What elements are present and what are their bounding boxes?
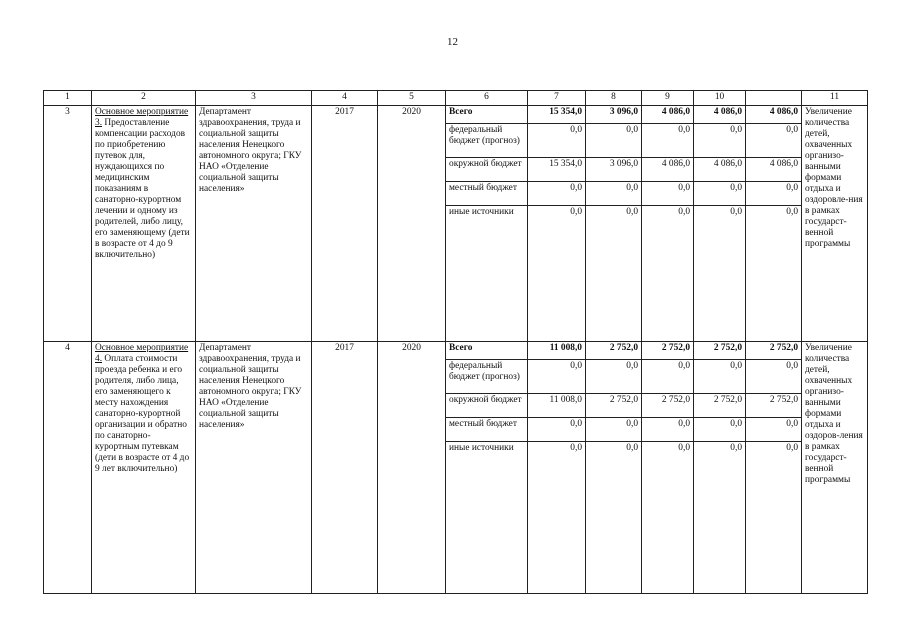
funding-value-cell: 2 752,0 — [642, 394, 694, 418]
page-number: 12 — [447, 36, 458, 48]
funding-value-cell: 0,0 — [642, 124, 694, 158]
funding-value-cell: 11 008,0 — [528, 394, 586, 418]
funding-value-cell: 0,0 — [694, 124, 746, 158]
funding-value-cell: 0,0 — [642, 442, 694, 594]
funding-value-cell: 2 752,0 — [642, 342, 694, 360]
funding-value-cell: 2 752,0 — [586, 342, 642, 360]
header-cell: 5 — [378, 91, 446, 106]
funding-value-cell: 15 354,0 — [528, 106, 586, 124]
header-cell: 1 — [44, 91, 92, 106]
measure-title: Основное мероприятие 4. — [95, 343, 189, 364]
start-year-cell: 2017 — [312, 106, 378, 342]
funding-value-cell: 0,0 — [694, 360, 746, 394]
header-cell: 2 — [92, 91, 196, 106]
funding-value-cell: 4 086,0 — [746, 106, 802, 124]
funding-source-label: иные источники — [446, 206, 528, 342]
funding-value-cell: 0,0 — [528, 206, 586, 342]
measure-name-cell — [92, 106, 196, 342]
funding-value-cell: 4 086,0 — [642, 158, 694, 182]
funding-value-cell: 0,0 — [642, 206, 694, 342]
header-cell: 4 — [312, 91, 378, 106]
funding-value-cell: 0,0 — [586, 182, 642, 206]
measure-name-cell — [92, 342, 196, 594]
funding-value-cell: 0,0 — [642, 360, 694, 394]
funding-value-cell: 2 752,0 — [746, 394, 802, 418]
funding-value-cell: 0,0 — [528, 418, 586, 442]
row-number-cell: 4 — [44, 342, 92, 594]
funding-source-label: федеральный бюджет (прогноз) — [446, 124, 528, 158]
funding-value-cell: 0,0 — [528, 124, 586, 158]
funding-value-cell: 4 086,0 — [694, 106, 746, 124]
measure-description: Предоставление компенсации расходов по приобретению путевок для, нуждающихся по медицинским показаниям в санаторно-курортном лечении и одному из родителей, либо лицу, его заменяющему (дети в возрасте от 4 до 9 включительно) — [95, 118, 190, 260]
funding-value-cell: 0,0 — [586, 418, 642, 442]
funding-source-label: окружной бюджет — [446, 158, 528, 182]
funding-value-cell: 0,0 — [586, 124, 642, 158]
header-cell: 7 — [528, 91, 586, 106]
funding-value-cell: 0,0 — [586, 206, 642, 342]
expected-result-cell: Увеличение количества детей, охваченных организо-ванными формами отдыха и оздоровле-ния в рамках государст-венной программы — [802, 106, 868, 342]
funding-source-label: иные источники — [446, 442, 528, 594]
row-number-cell: 3 — [44, 106, 92, 342]
funding-value-cell: 0,0 — [528, 360, 586, 394]
funding-source-label: окружной бюджет — [446, 394, 528, 418]
funding-value-cell: 0,0 — [694, 206, 746, 342]
funding-source-label: местный бюджет — [446, 182, 528, 206]
funding-value-cell: 4 086,0 — [746, 158, 802, 182]
funding-value-cell: 2 752,0 — [694, 394, 746, 418]
funding-value-cell: 2 752,0 — [746, 342, 802, 360]
funding-value-cell: 0,0 — [746, 124, 802, 158]
funding-value-cell: 0,0 — [746, 206, 802, 342]
funding-value-cell: 0,0 — [746, 360, 802, 394]
header-cell: 9 — [642, 91, 694, 106]
funding-value-cell: 3 096,0 — [586, 158, 642, 182]
header-cell: 8 — [586, 91, 642, 106]
funding-value-cell: 0,0 — [694, 418, 746, 442]
measure-title: Основное мероприятие 3. — [95, 107, 189, 128]
funding-value-cell: 0,0 — [586, 442, 642, 594]
measure-description: Оплата стоимости проезда ребенка и его родителя, либо лица, его заменяющего к месту нахождения санаторно-курортной организации и обратно по санаторно-курортным путевкам (дети в возрасте от 4 до 9 лет включительно) — [95, 354, 190, 474]
funding-value-cell: 0,0 — [694, 182, 746, 206]
header-row — [44, 91, 868, 106]
header-cell: 11 — [802, 91, 868, 106]
funding-value-cell: 0,0 — [746, 442, 802, 594]
funding-value-cell: 2 752,0 — [586, 394, 642, 418]
funding-value-cell: 0,0 — [642, 418, 694, 442]
funding-value-cell: 0,0 — [694, 442, 746, 594]
funding-value-cell: 0,0 — [746, 418, 802, 442]
funding-value-cell: 4 086,0 — [642, 106, 694, 124]
funding-source-label: Всего — [446, 342, 528, 360]
header-cell — [746, 91, 802, 106]
funding-value-cell: 0,0 — [586, 360, 642, 394]
funding-value-cell: 2 752,0 — [694, 342, 746, 360]
funding-value-cell: 15 354,0 — [528, 158, 586, 182]
executor-cell: Департамент здравоохранения, труда и социальной защиты населения Ненецкого автономного округа; ГКУ НАО «Отделение социальной защиты населения» — [196, 342, 312, 594]
executor-cell: Департамент здравоохранения, труда и социальной защиты населения Ненецкого автономного округа; ГКУ НАО «Отделение социальной защиты населения» — [196, 106, 312, 342]
funding-value-cell: 11 008,0 — [528, 342, 586, 360]
funding-source-label: местный бюджет — [446, 418, 528, 442]
header-cell: 10 — [694, 91, 746, 106]
funding-value-cell: 0,0 — [528, 442, 586, 594]
header-cell: 6 — [446, 91, 528, 106]
funding-value-cell: 3 096,0 — [586, 106, 642, 124]
start-year-cell: 2017 — [312, 342, 378, 594]
funding-value-cell: 0,0 — [528, 182, 586, 206]
funding-value-cell: 0,0 — [746, 182, 802, 206]
header-cell: 3 — [196, 91, 312, 106]
end-year-cell: 2020 — [378, 342, 446, 594]
funding-source-label: федеральный бюджет (прогноз) — [446, 360, 528, 394]
expected-result-cell: Увеличение количества детей, охваченных организо-ванными формами отдыха и оздоров-ления в рамках государст-венной программы — [802, 342, 868, 594]
funding-value-cell: 0,0 — [642, 182, 694, 206]
end-year-cell: 2020 — [378, 106, 446, 342]
table-row — [44, 342, 868, 360]
program-table — [43, 90, 868, 594]
funding-source-label: Всего — [446, 106, 528, 124]
funding-value-cell: 4 086,0 — [694, 158, 746, 182]
table-row — [44, 106, 868, 124]
